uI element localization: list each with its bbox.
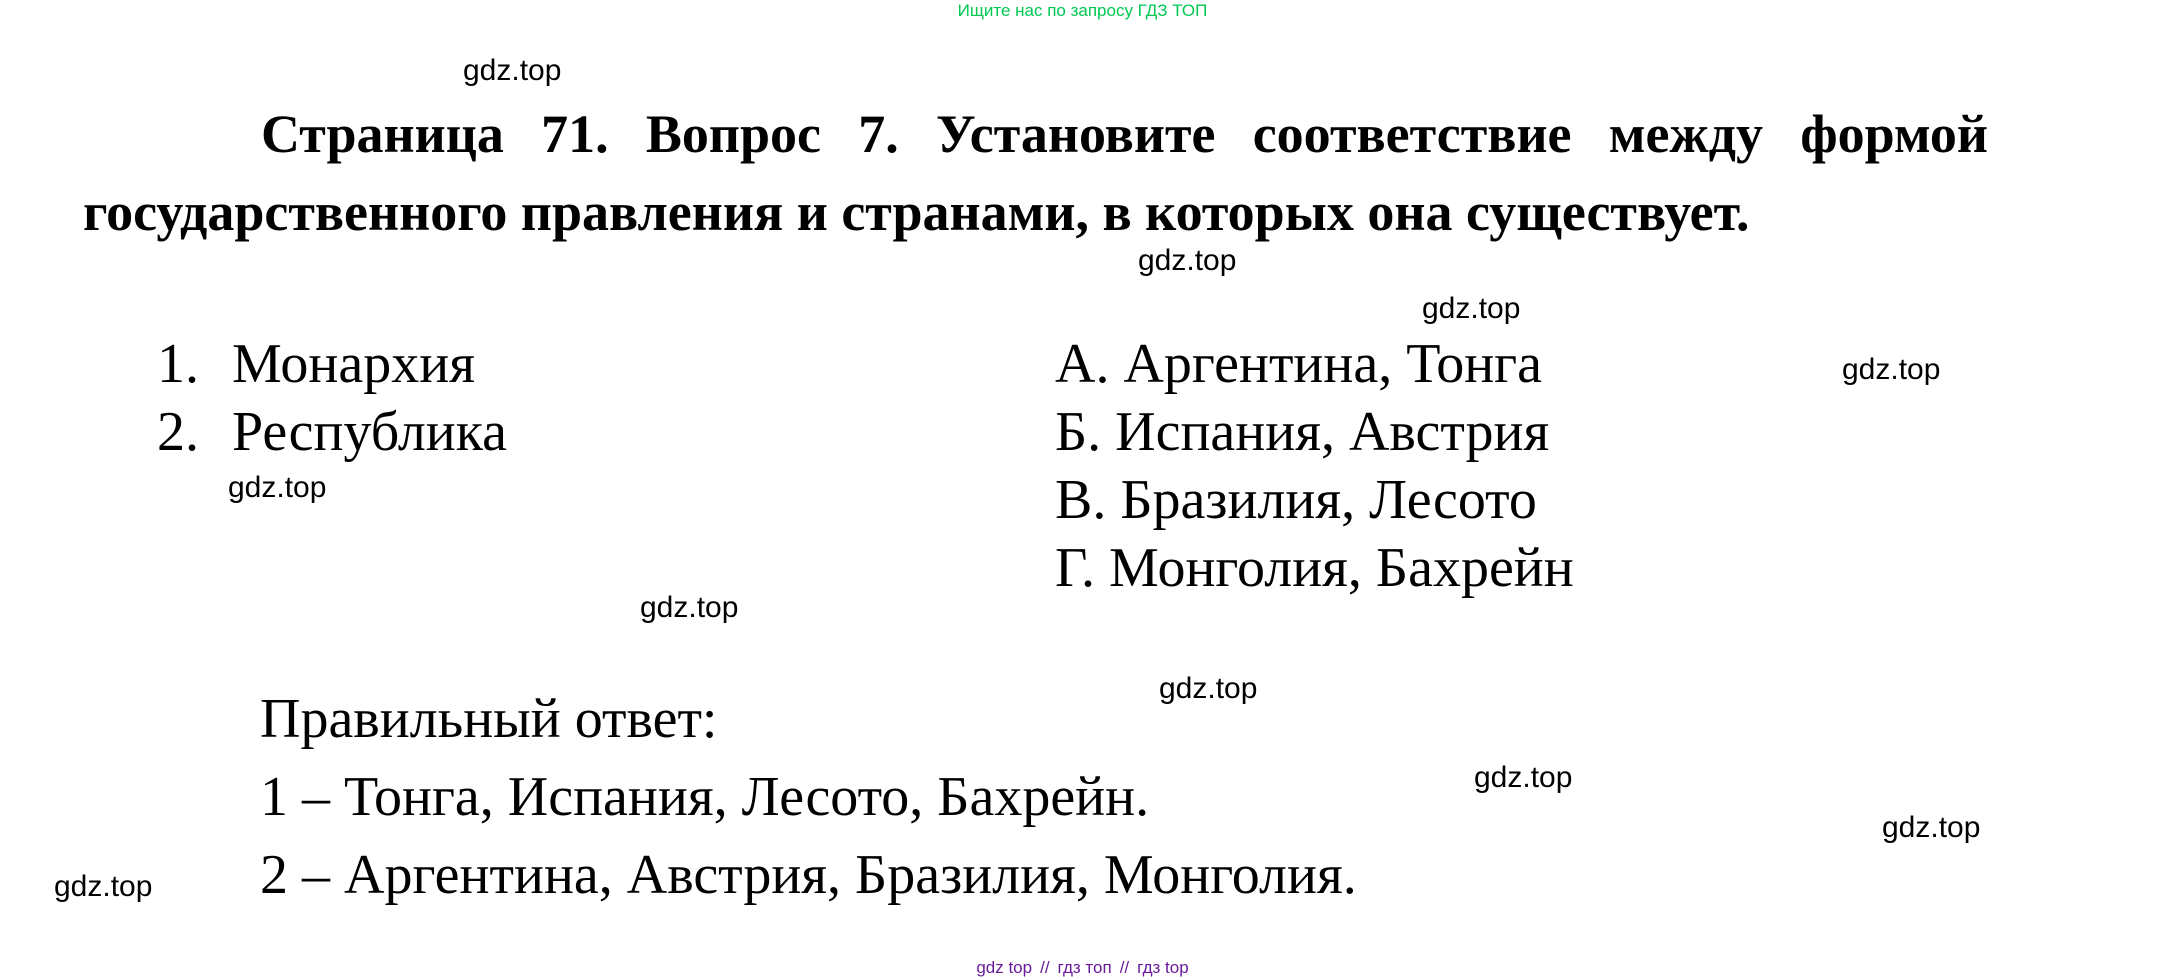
footer-link[interactable]: gdz top <box>976 958 1033 977</box>
watermark: gdz.top <box>640 591 739 624</box>
footer-links <box>0 958 2165 978</box>
watermark: gdz.top <box>228 471 327 504</box>
answer-block <box>260 680 1357 914</box>
countries-list <box>1055 330 1574 602</box>
footer-link[interactable]: гдз top <box>1137 958 1189 977</box>
list-item-number: 1. <box>157 333 199 395</box>
watermark: gdz.top <box>1422 292 1521 325</box>
list-item: Г. Монголия, Бахрейн <box>1055 537 1574 599</box>
watermark: gdz.top <box>463 54 562 87</box>
watermark: gdz.top <box>1882 811 1981 844</box>
forms-list <box>157 330 507 466</box>
question-text: Страница 71. Вопрос 7. Установите соответствие между формой государственного правления и странами, в которых она существует. <box>83 104 1988 242</box>
list-item: В. Бразилия, Лесото <box>1055 469 1537 531</box>
list-item-number: 2. <box>157 401 199 463</box>
list-item <box>157 398 507 466</box>
answer-line: 2 – Аргентина, Австрия, Бразилия, Монголия. <box>260 844 1357 906</box>
footer-separator: // <box>1040 958 1050 977</box>
list-item: А. Аргентина, Тонга <box>1055 333 1542 395</box>
footer-link[interactable]: гдз топ <box>1057 958 1112 977</box>
list-item-label: Монархия <box>232 333 475 395</box>
list-item-label: Республика <box>232 401 507 463</box>
answer-heading: Правильный ответ: <box>260 688 718 750</box>
watermark: gdz.top <box>1842 353 1941 386</box>
watermark: gdz.top <box>1474 761 1573 794</box>
list-item <box>157 330 507 398</box>
top-banner-link[interactable]: Ищите нас по запросу ГДЗ ТОП <box>957 1 1208 20</box>
watermark: gdz.top <box>54 870 153 903</box>
watermark: gdz.top <box>1138 244 1237 277</box>
answer-line: 1 – Тонга, Испания, Лесото, Бахрейн. <box>260 766 1150 828</box>
watermark: gdz.top <box>1159 672 1258 705</box>
list-item: Б. Испания, Австрия <box>1055 401 1550 463</box>
footer-separator: // <box>1119 958 1130 977</box>
